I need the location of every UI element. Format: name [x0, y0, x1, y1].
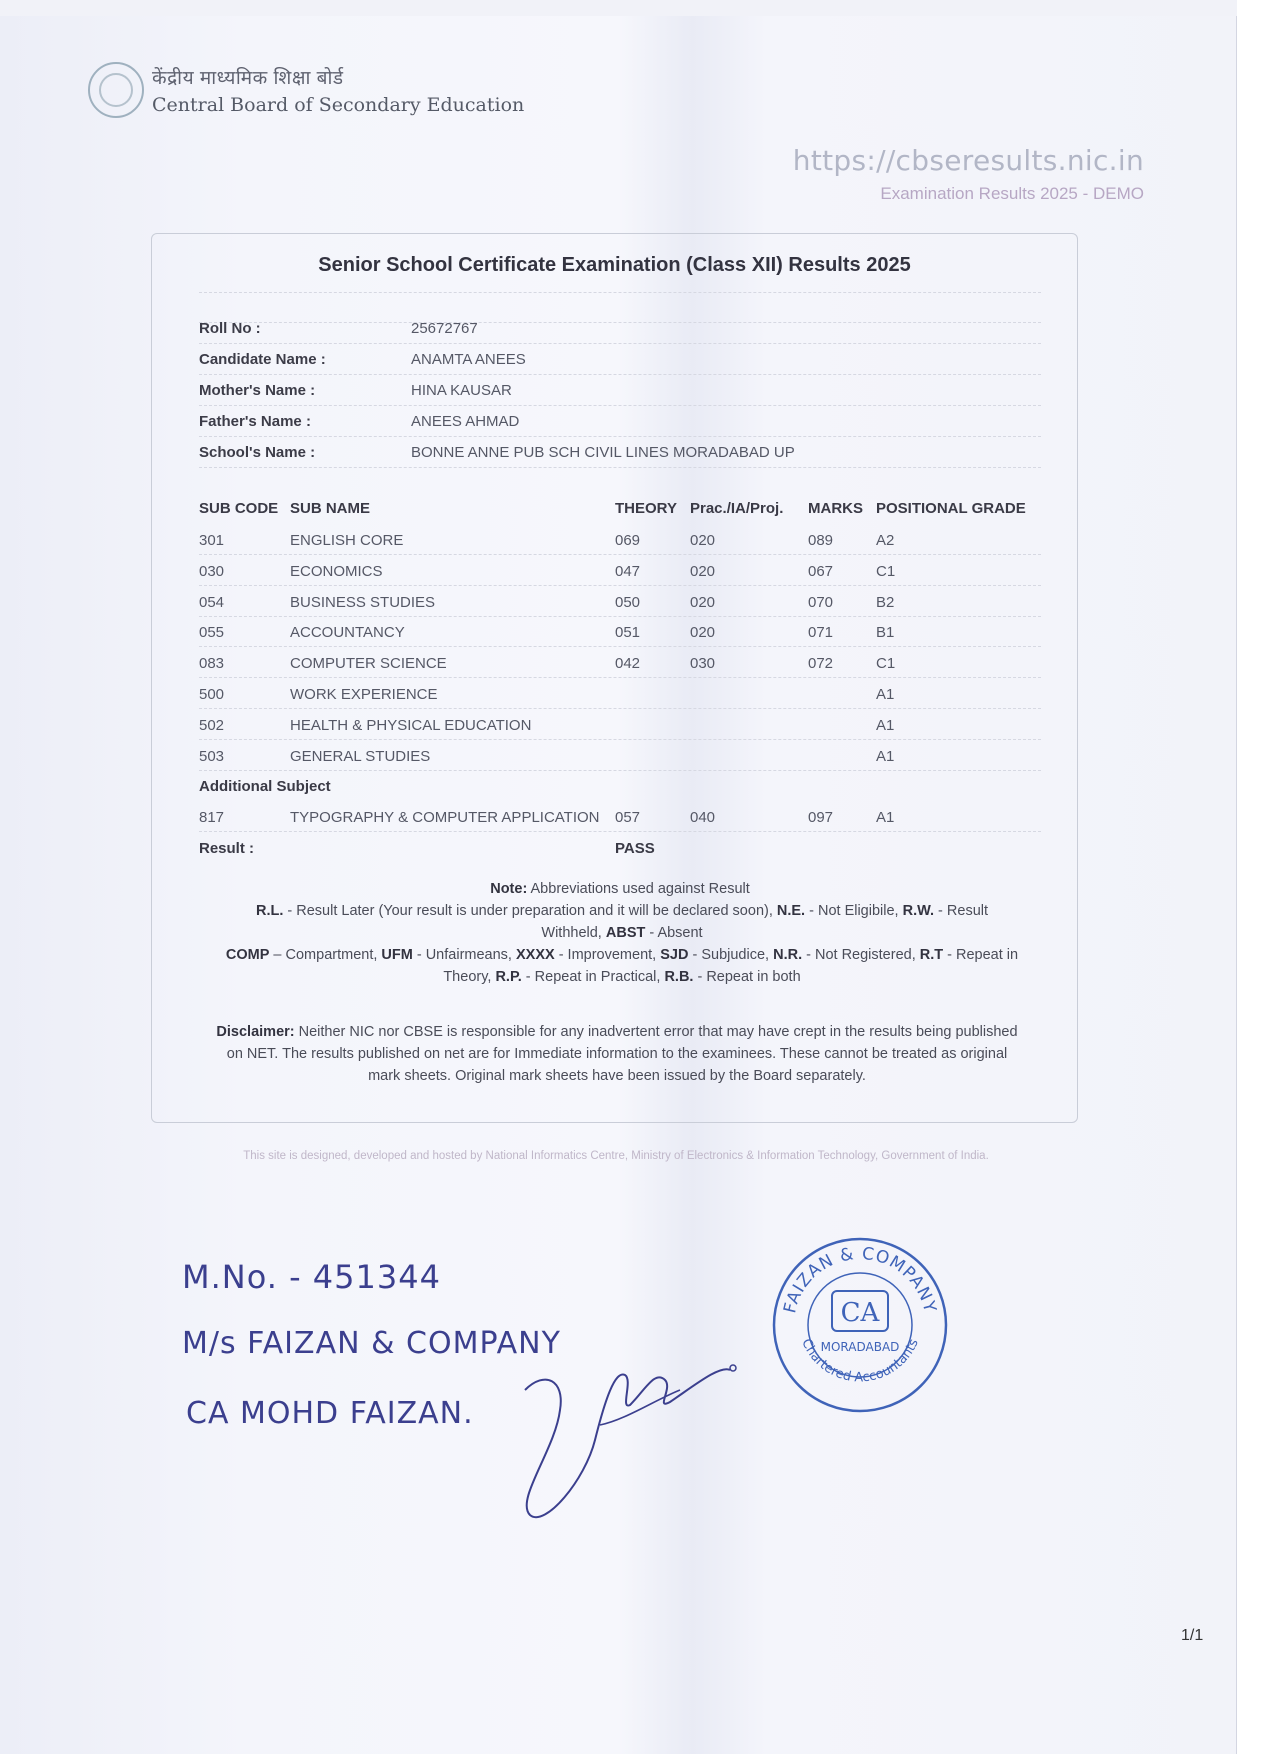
theory-marks: 050	[615, 593, 641, 611]
svg-text:Chartered Accountants: Chartered Accountants	[798, 1336, 922, 1386]
page-number: 1/1	[1181, 1627, 1204, 1644]
column-header: THEORY	[615, 500, 677, 517]
note-abbreviations-2	[222, 944, 1022, 988]
abbreviation-meaning: - Result Later (Your result is under preparation and it will be declared soon),	[283, 903, 777, 919]
info-value: BONNE ANNE PUB SCH CIVIL LINES MORADABAD UP	[411, 444, 795, 461]
column-header: SUB CODE	[199, 500, 279, 517]
abbreviation: R.L.	[255, 903, 284, 919]
abbreviation: N.E.	[776, 903, 806, 919]
info-row	[199, 376, 1041, 406]
additional-subject-label: Additional Subject	[199, 778, 331, 796]
note-abbreviations-1	[242, 900, 1002, 944]
subject-code: 054	[199, 593, 225, 611]
subject-code: 083	[199, 655, 225, 673]
column-header: SUB NAME	[290, 500, 371, 517]
practical-marks: 020	[690, 593, 716, 611]
cbse-logo-icon	[88, 62, 144, 118]
subject-row	[199, 587, 1041, 617]
info-row	[199, 314, 1041, 344]
practical-marks: 040	[690, 809, 716, 827]
abbreviation-meaning: - Unfairmeans,	[412, 947, 516, 963]
divider	[199, 467, 1041, 468]
abbreviation-meaning: - Repeat in both	[693, 969, 801, 985]
abbreviation-meaning: - Repeat in Practical,	[521, 969, 665, 985]
info-value: HINA KAUSAR	[411, 382, 512, 399]
site-subtitle: Examination Results 2025 - DEMO	[880, 184, 1144, 203]
info-label: School's Name :	[199, 444, 316, 461]
grade: C1	[876, 562, 896, 580]
signatory-name: CA MOHD FAIZAN.	[186, 1396, 474, 1431]
practical-marks: 020	[690, 532, 716, 549]
subject-code: 502	[199, 716, 225, 734]
ca-stamp	[770, 1235, 950, 1415]
theory-marks: 051	[615, 624, 641, 642]
column-header: MARKS	[808, 500, 863, 517]
org-name: Central Board of Secondary Education	[152, 94, 525, 116]
info-row	[199, 438, 1041, 468]
abbreviation-meaning: - Improvement,	[554, 947, 661, 963]
abbreviation: R.B.	[664, 969, 694, 985]
grade: C1	[876, 655, 896, 673]
subject-code: 503	[199, 747, 225, 765]
disclaimer: Disclaimer: Neither NIC nor CBSE is responsible for any inadvertent error that may have crept in the results being published on NET. The results published on net are for Immediate information to the examinees. These cannot be treated as original mark sheets. Original mark sheets have been issued by the Board separately.	[216, 1024, 1018, 1084]
divider	[199, 374, 1041, 375]
total-marks: 071	[808, 624, 834, 642]
subject-code: 817	[199, 809, 225, 827]
site-url: https://cbseresults.nic.in	[792, 144, 1144, 177]
theory-marks: 069	[615, 532, 641, 549]
grade: A2	[876, 532, 895, 549]
abbreviation-meaning: - Subjudice,	[688, 947, 774, 963]
abbreviation: COMP	[225, 947, 270, 963]
subject-row	[199, 648, 1041, 678]
abbreviation-meaning: - Not Registered,	[802, 947, 920, 963]
total-marks: 097	[808, 809, 834, 827]
subject-name: GENERAL STUDIES	[290, 747, 431, 765]
divider	[199, 405, 1041, 406]
svg-text:FAIZAN & COMPANY: FAIZAN & COMPANY	[780, 1243, 940, 1316]
total-marks: 070	[808, 593, 834, 611]
grade: A1	[876, 809, 895, 827]
column-header: POSITIONAL GRADE	[876, 500, 1026, 517]
subject-name: WORK EXPERIENCE	[290, 686, 438, 703]
total-marks: 067	[808, 562, 834, 580]
svg-text:MORADABAD: MORADABAD	[820, 1340, 900, 1354]
practical-marks: 020	[690, 624, 716, 642]
practical-marks: 030	[690, 655, 716, 673]
abbreviation: XXXX	[515, 947, 555, 963]
divider	[199, 292, 1041, 293]
subject-row	[199, 525, 1041, 555]
membership-number: M.No. - 451344	[182, 1258, 441, 1296]
result-title: Senior School Certificate Examination (Class XII) Results 2025	[318, 254, 911, 276]
info-label: Candidate Name :	[199, 351, 326, 368]
info-label: Mother's Name :	[199, 382, 316, 399]
abbreviation: ABST	[605, 925, 646, 941]
grade: A1	[876, 747, 895, 765]
abbreviation: N.R.	[773, 947, 803, 963]
subject-row	[199, 710, 1041, 740]
theory-marks: 057	[615, 809, 641, 827]
subject-name: ENGLISH CORE	[290, 532, 404, 549]
subject-code: 055	[199, 624, 225, 642]
subject-row	[199, 556, 1041, 586]
abbreviation-meaning: - Repeat in Theory,	[443, 947, 1019, 985]
subject-name: ACCOUNTANCY	[290, 624, 405, 642]
grade: B1	[876, 624, 895, 642]
divider	[199, 343, 1041, 344]
theory-marks: 047	[615, 562, 641, 580]
practical-marks: 020	[690, 562, 716, 580]
grade: A1	[876, 686, 895, 703]
subject-name: ECONOMICS	[290, 562, 383, 580]
subject-name: COMPUTER SCIENCE	[290, 655, 447, 673]
subject-row	[199, 802, 1041, 832]
abbreviation: UFM	[381, 947, 413, 963]
scan-margin	[1237, 0, 1276, 1754]
abbreviation: R.P.	[495, 969, 522, 985]
info-row	[199, 345, 1041, 375]
svg-text:CA: CA	[840, 1298, 880, 1328]
total-marks: 072	[808, 655, 834, 673]
info-value: 25672767	[411, 320, 478, 337]
note-heading: Note: Abbreviations used against Result	[490, 881, 750, 897]
theory-marks: 042	[615, 655, 641, 673]
info-row	[199, 407, 1041, 437]
info-label: Father's Name :	[199, 413, 311, 430]
subject-code: 030	[199, 562, 225, 580]
grade: A1	[876, 716, 895, 734]
signature-mark	[505, 1330, 745, 1530]
abbreviation: SJD	[660, 947, 689, 963]
subject-row	[199, 679, 1041, 709]
abbreviation-meaning: - Result Withheld,	[541, 903, 989, 941]
abbreviation-meaning: - Not Eligibile,	[805, 903, 903, 919]
abbreviation: R.T	[919, 947, 944, 963]
info-label: Roll No :	[199, 320, 261, 337]
subject-row	[199, 741, 1041, 771]
subject-row	[199, 617, 1041, 647]
subject-name: BUSINESS STUDIES	[290, 593, 436, 611]
result-value: PASS	[615, 840, 655, 857]
subject-name: HEALTH & PHYSICAL EDUCATION	[290, 716, 532, 734]
result-card	[151, 233, 1078, 1123]
abbreviation-meaning: - Absent	[645, 925, 703, 941]
additional-subject-heading	[199, 771, 1041, 801]
total-marks: 089	[808, 532, 834, 549]
firm-name: M/s FAIZAN & COMPANY	[182, 1326, 561, 1361]
subject-code: 500	[199, 686, 225, 703]
abbreviation-meaning: – Compartment,	[269, 947, 382, 963]
org-name-hindi: केंद्रीय माध्यमिक शिक्षा बोर्ड	[152, 68, 344, 89]
table-header	[199, 493, 1041, 523]
footer-credit: This site is designed, developed and hosted by National Informatics Centre, Ministry of Electronics & Information Technology, Government of India.	[243, 1150, 989, 1162]
result-row	[199, 833, 1041, 863]
result-label: Result :	[199, 840, 255, 857]
subject-code: 301	[199, 532, 225, 549]
info-value: ANEES AHMAD	[411, 413, 520, 430]
abbreviation: R.W.	[902, 903, 935, 919]
column-header: Prac./IA/Proj.	[690, 500, 784, 517]
divider	[199, 436, 1041, 437]
grade: B2	[876, 593, 895, 611]
info-value: ANAMTA ANEES	[411, 351, 526, 368]
subject-name: TYPOGRAPHY & COMPUTER APPLICATION	[290, 809, 600, 827]
